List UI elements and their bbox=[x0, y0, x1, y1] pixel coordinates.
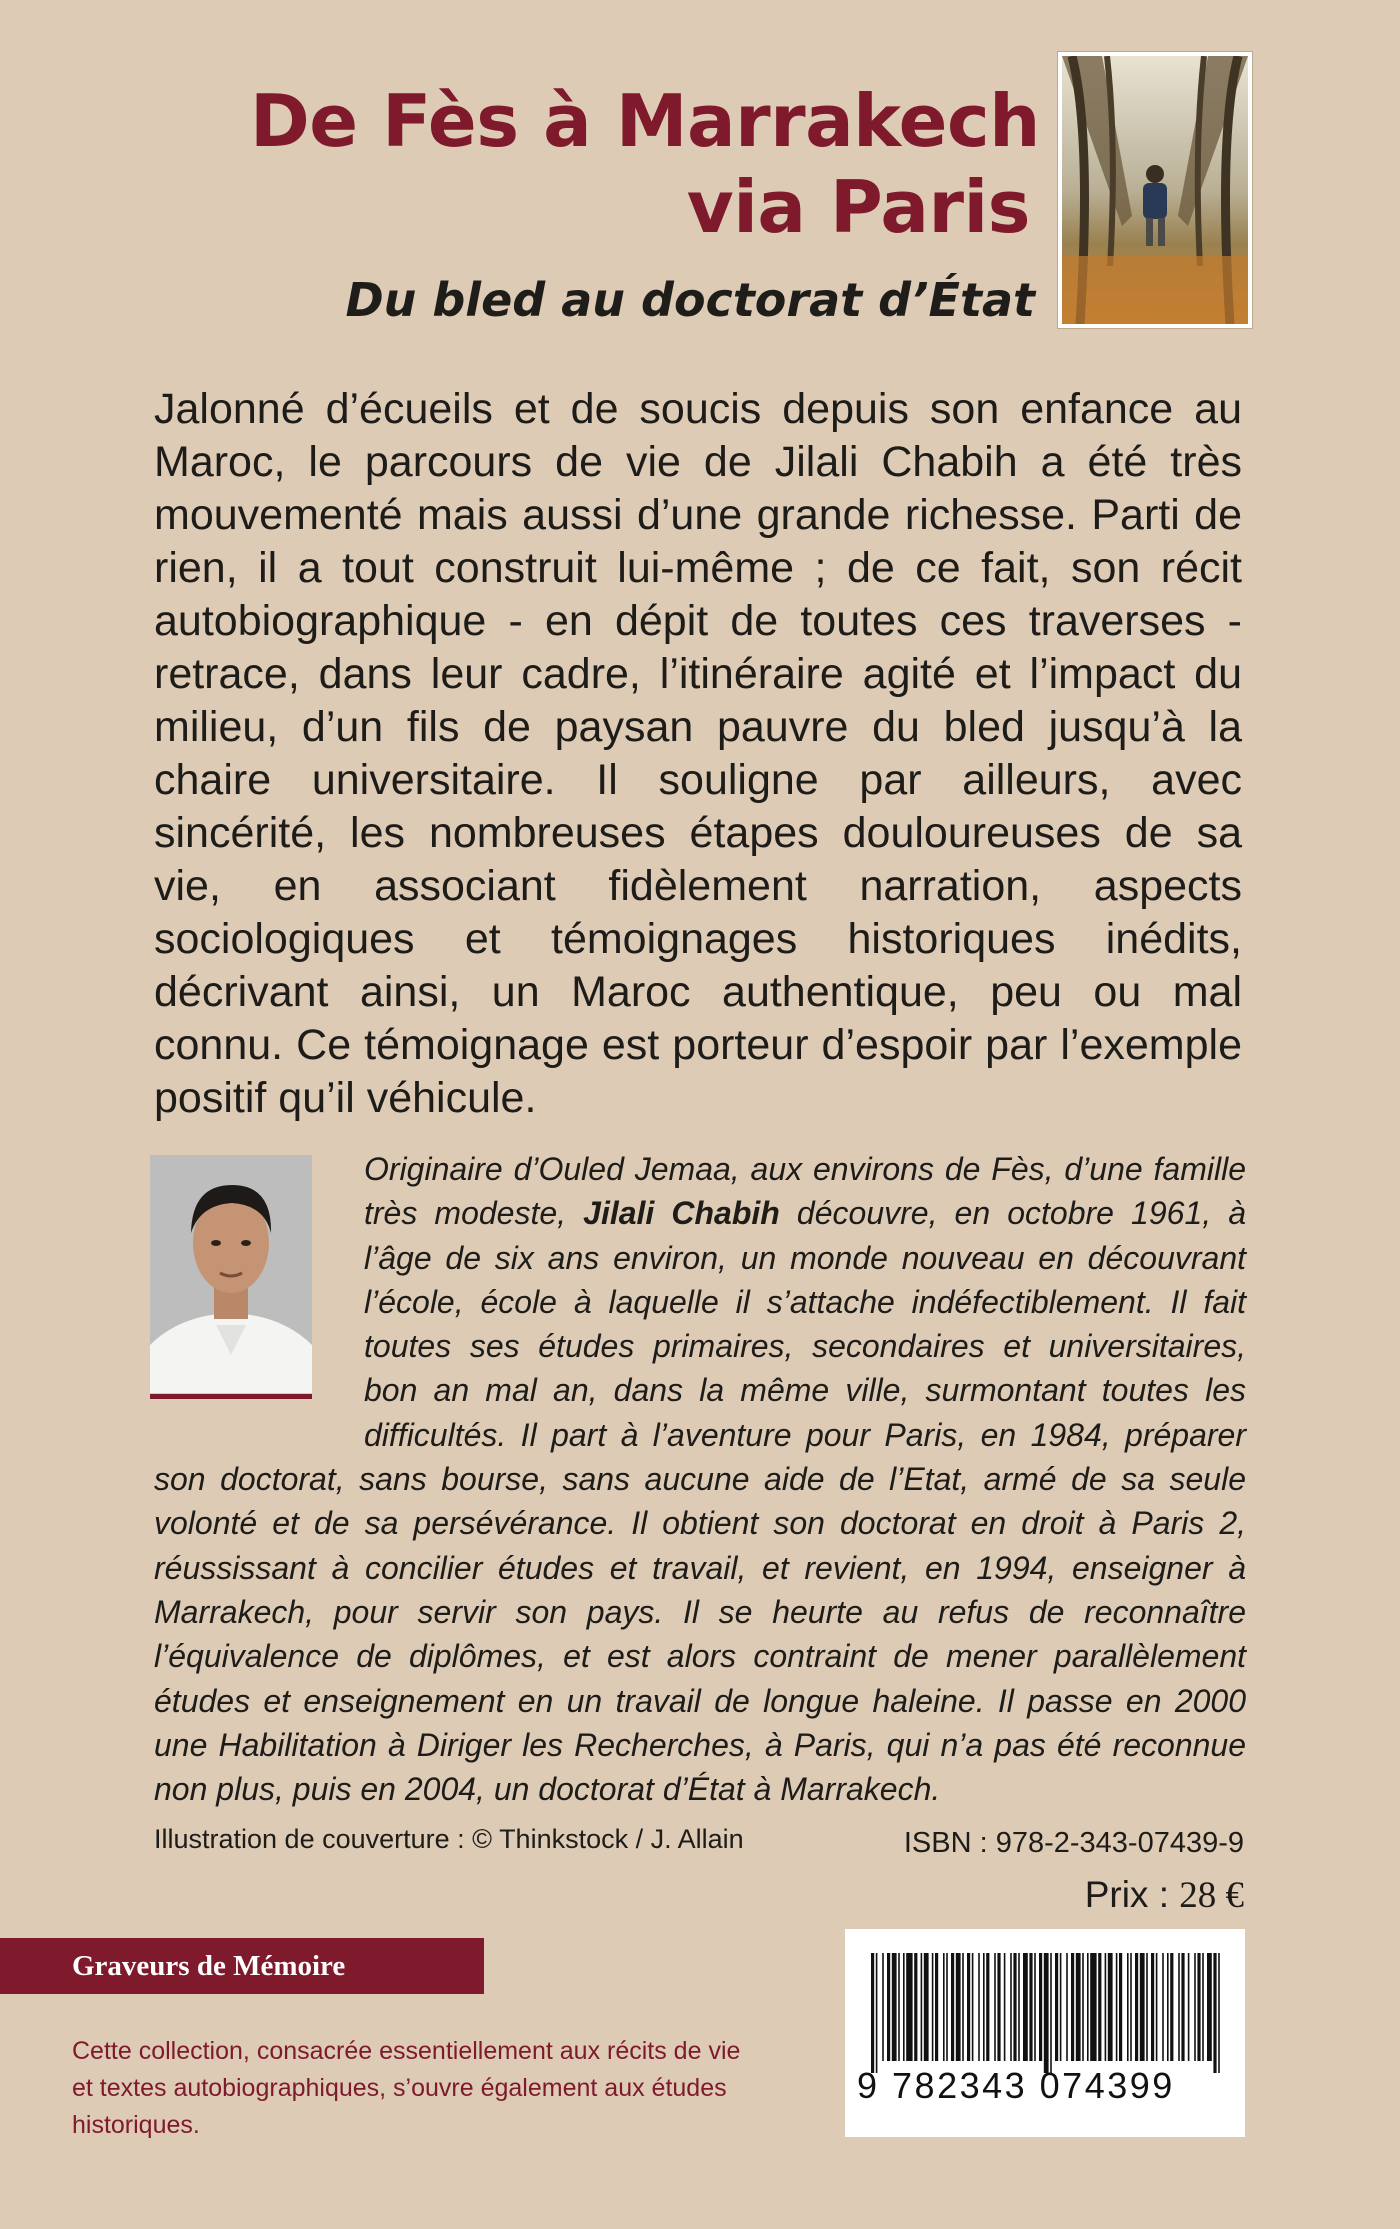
barcode-bar bbox=[1004, 1953, 1006, 2061]
tree-alley-image bbox=[1062, 56, 1248, 324]
barcode-bar bbox=[1060, 1953, 1062, 2061]
barcode-bar bbox=[1087, 1953, 1089, 2061]
title-line-2: via Paris bbox=[686, 165, 1030, 249]
barcode-bar bbox=[903, 1953, 905, 2061]
barcode-bar bbox=[1010, 1953, 1012, 2061]
barcode-bar bbox=[997, 1953, 1000, 2061]
barcode-bar bbox=[1218, 1953, 1220, 2073]
barcode-bar bbox=[946, 1953, 948, 2061]
bio-text-before: Originaire d’Ouled Jemaa, aux environs de Fès, d’une famille très modeste, bbox=[364, 1151, 1246, 1232]
barcode-bar bbox=[1018, 1953, 1020, 2061]
barcode-bar bbox=[1116, 1953, 1118, 2061]
barcode-bar bbox=[1013, 1953, 1016, 2061]
barcode-bar bbox=[986, 1953, 989, 2061]
barcode-bar bbox=[924, 1953, 929, 2061]
bio-text-after: découvre, en octobre 1961, à l’âge de six ans environ, un monde nouveau en découvrant l’école, école à laquelle il s’attache indéfectiblement. Il fait toutes ses études primaires, secondaires et universitaires, bon an mal an, dans la même ville, surmontant toutes les difficultés. Il part à l’aventure pour Paris, en 1984, préparer son doctorat, sans bourse, sans aucune aide de l’Etat, armé de sa seule volonté et de sa persévérance. Il obtient son doctorat en droit à Paris 2, réussissant à concilier études et travail, et revient, en 1994, enseigner à Marrakech, pour servir son pays. Il se heurte au refus de reconnaître l’équivalence de diplômes, et est alors contraint de mener parallèlement études et enseignement en un travail de longue haleine. Il passe en 2000 une Habilitation à Diriger les Recherches, à Paris, qui n’a pas été reconnue non plus, puis en 2004, un doctorat d’État à Marrakech. bbox=[154, 1195, 1247, 1808]
barcode-bar bbox=[887, 1953, 890, 2061]
barcode-bar bbox=[1197, 1953, 1200, 2061]
barcode-digits: 9 782343 074399 bbox=[857, 2065, 1175, 2106]
barcode-bar bbox=[956, 1953, 961, 2061]
price-value: 28 € bbox=[1179, 1875, 1244, 1916]
price-label: Prix : bbox=[1084, 1874, 1180, 1915]
barcode-bar bbox=[1162, 1953, 1164, 2061]
collection-description: Cette collection, consacrée essentiellement aux récits de vie et textes autobiographiques, s’ouvre également aux études historiques. bbox=[72, 2037, 741, 2139]
book-subtitle: Du bled au doctorat d’État bbox=[345, 273, 1035, 327]
barcode-bar bbox=[1178, 1953, 1180, 2061]
barcode-bar bbox=[1055, 1953, 1058, 2061]
barcode-bar bbox=[892, 1953, 897, 2061]
barcode-bar bbox=[1076, 1953, 1081, 2061]
barcode-bar bbox=[932, 1953, 934, 2061]
barcode-bar bbox=[1194, 1953, 1196, 2061]
barcode-bar bbox=[935, 1953, 938, 2061]
barcode-bar bbox=[978, 1953, 980, 2061]
barcode-bar bbox=[1140, 1953, 1145, 2061]
barcode-bar bbox=[983, 1953, 985, 2061]
barcode-bar bbox=[882, 1953, 884, 2061]
barcode-bar bbox=[1213, 1953, 1216, 2073]
barcode-bar bbox=[951, 1953, 954, 2061]
isbn: ISBN : 978-2-343-07439-9 bbox=[903, 1827, 1244, 1859]
barcode-bar bbox=[898, 1953, 900, 2061]
barcode-bar bbox=[994, 1953, 996, 2061]
barcode-bar bbox=[1170, 1953, 1173, 2061]
barcode-bar bbox=[1130, 1953, 1132, 2061]
barcode-bar bbox=[1167, 1953, 1169, 2061]
barcode-bar bbox=[1207, 1953, 1212, 2061]
barcode-bar bbox=[1151, 1953, 1154, 2061]
barcode-bar bbox=[1098, 1953, 1101, 2061]
barcode-bar bbox=[876, 1953, 878, 2073]
barcode-bar bbox=[1127, 1953, 1129, 2061]
collection-name: Graveurs de Mémoire bbox=[0, 1938, 484, 1994]
book-summary: Jalonné d’écueils et de soucis depuis son enfance au Maroc, le parcours de vie de Jilali Chabih a été très mouvementé mais aussi d’une grande richesse. Parti de rien, il a tout construit lui-même ; de ce fait, son récit autobiographique - en dépit de toutes ces traverses - retrace, dans leur cadre, l’itinéraire agité et l’impact du milieu, d’un fils de paysan pauvre du bled jusqu’à la chaire universitaire. Il souligne par ailleurs, avec sincérité, les nombreuses étapes douloureuses de sa vie, en associant fidèlement narration, aspects sociologiques et témoignages historiques inédits, décrivant ainsi, un Maroc authentique, peu ou mal connu. Ce témoignage est porteur d’espoir par l’exemple positif qu’il véhicule. bbox=[154, 385, 1242, 1122]
title-line-1: De Fès à Marrakech bbox=[250, 79, 1040, 163]
author-bio bbox=[154, 1147, 1246, 1811]
barcode-bar bbox=[1071, 1953, 1074, 2061]
barcode-bar bbox=[943, 1953, 945, 2061]
book-title bbox=[250, 78, 1040, 250]
barcode-bar bbox=[1188, 1953, 1190, 2061]
barcode-bar bbox=[1034, 1953, 1036, 2061]
cover-illustration bbox=[1058, 52, 1252, 328]
illustration-credit: Illustration de couverture : © Thinkstock / J. Allain bbox=[154, 1824, 744, 1854]
barcode-bar bbox=[1119, 1953, 1122, 2061]
barcode-bar bbox=[1108, 1953, 1113, 2061]
barcode-bar bbox=[962, 1953, 964, 2061]
barcode-bar bbox=[1146, 1953, 1148, 2061]
barcode-bar bbox=[1090, 1953, 1096, 2061]
barcode-bar bbox=[1082, 1953, 1084, 2061]
barcode-bar bbox=[1135, 1953, 1138, 2061]
barcode bbox=[845, 1929, 1245, 2137]
barcode-bars bbox=[865, 1953, 1227, 2073]
barcode-bar bbox=[967, 1953, 970, 2061]
barcode-bar bbox=[1105, 1953, 1107, 2061]
author-name: Jilali Chabih bbox=[583, 1195, 780, 1232]
barcode-bar bbox=[1066, 1953, 1068, 2061]
barcode-bar bbox=[914, 1953, 917, 2061]
barcode-bar bbox=[906, 1953, 912, 2061]
barcode-bar bbox=[1202, 1953, 1204, 2061]
barcode-bar bbox=[972, 1953, 974, 2061]
barcode-bar bbox=[1050, 1953, 1052, 2073]
barcode-bar bbox=[1023, 1953, 1028, 2061]
barcode-bar bbox=[1156, 1953, 1158, 2061]
price bbox=[1085, 1874, 1244, 1917]
barcode-bar bbox=[871, 1953, 874, 2073]
barcode-bar bbox=[1181, 1953, 1184, 2061]
barcode-bar bbox=[1029, 1953, 1032, 2061]
barcode-bar bbox=[921, 1953, 923, 2061]
barcode-bar bbox=[1039, 1953, 1042, 2061]
barcode-bar bbox=[1044, 1953, 1049, 2073]
